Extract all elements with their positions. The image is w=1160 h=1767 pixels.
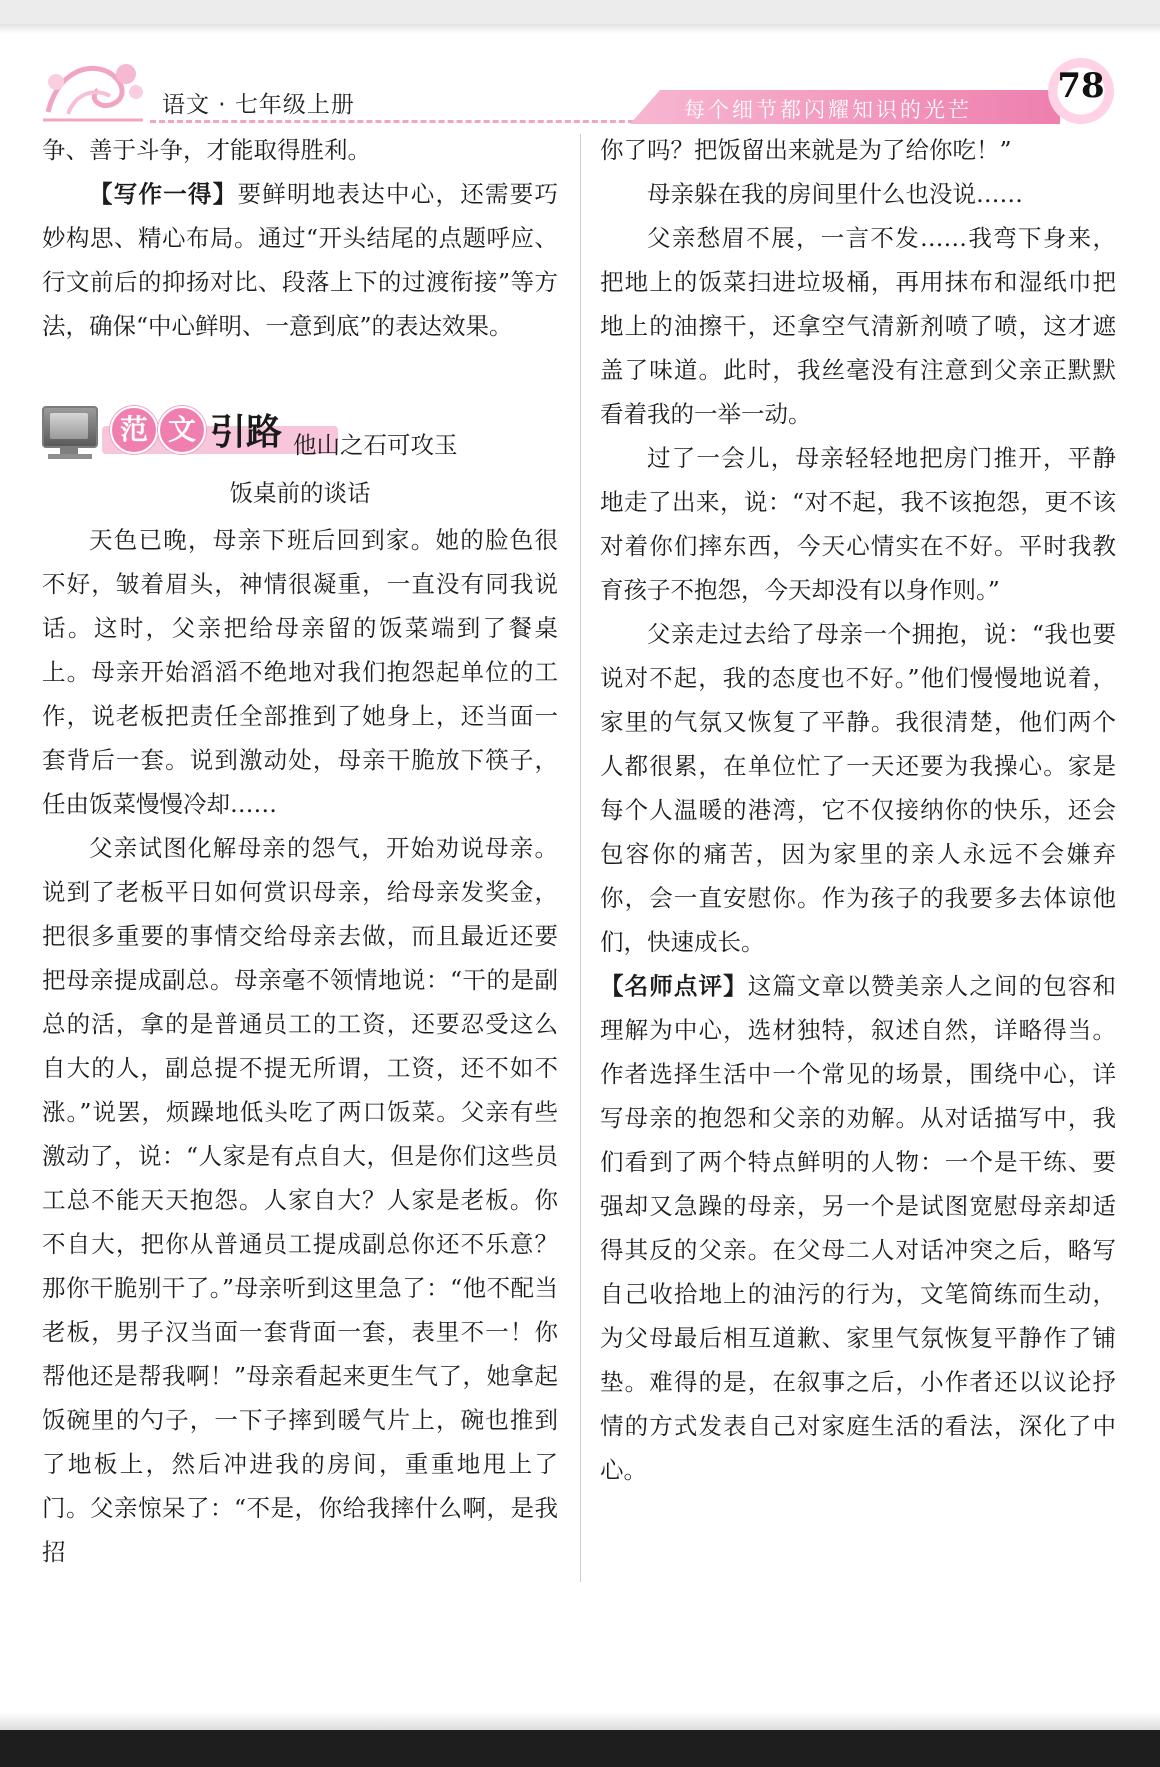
- writing-tip: [42, 172, 558, 348]
- header-slogan: 每个细节都闪耀知识的光芒: [684, 98, 972, 122]
- book-subject-label: 语文 · 七年级上册: [162, 92, 355, 118]
- bottom-frame-bar: [0, 1730, 1160, 1767]
- essay-paragraph: 你了吗？把饭留出来就是为了给你吃！”: [600, 136, 1012, 164]
- section-char-1: 范: [110, 406, 158, 454]
- floral-ornament-icon: [38, 52, 148, 124]
- section-caption: 他山之石可攻玉: [293, 431, 458, 459]
- writing-tip-label: 【写作一得】: [89, 180, 238, 208]
- essay-paragraph: 父亲走过去给了母亲一个拥抱，说：“我也要说对不起，我的态度也不好。”他们慢慢地说着，家里的气氛又恢复了平静。我很清楚，他们两个人都很累，在单位忙了一天还要为我操心。家是每个人温暖的港湾，它不仅接纳你的快乐，还会包容你的痛苦，因为家里的亲人永远不会嫌弃你，会一直安慰你。作为孩子的我要多去体谅他们，快速成长。: [600, 620, 1116, 956]
- essay-paragraph: 过了一会儿，母亲轻轻地把房门推开，平静地走了出来，说：“对不起，我不该抱怨，更不该对着你们摔东西，今天心情实在不好。平时我教育孩子不抱怨，今天却没有以身作则。”: [600, 444, 1116, 604]
- essay-paragraph: 父亲愁眉不展，一言不发……我弯下身来，把地上的饭菜扫进垃圾桶，再用抹布和湿纸巾把地上的油擦干，还拿空气清新剂喷了喷，这才遮盖了味道。此时，我丝毫没有注意到父亲正默默看着我的一举一动。: [600, 224, 1116, 428]
- essay-title: 饭桌前的谈话: [229, 479, 371, 507]
- teacher-comment-text: 这篇文章以赞美亲人之间的包容和理解为中心，选材独特，叙述自然，详略得当。作者选择生活中一个常见的场景，围绕中心，详写母亲的抱怨和父亲的劝解。从对话描写中，我们看到了两个特点鲜明的人物：一个是干练、要强却又急躁的母亲，另一个是试图宽慰母亲却适得其反的父亲。在父母二人对话冲突之后，略写自己收拾地上的油污的行为，文笔简练而生动，为父母最后相互道歉、家里气氛恢复平静作了铺垫。难得的是，在叙事之后，小作者还以议论抒情的方式发表自己对家庭生活的看法，深化了中心。: [600, 972, 1116, 1484]
- essay-paragraph: 父亲试图化解母亲的怨气，开始劝说母亲。说到了老板平日如何赏识母亲，给母亲发奖金，把很多重要的事情交给母亲去做，而且最近还要把母亲提成副总。母亲毫不领情地说：“干的是副总的活，拿的是普通员工的工资，还要忍受这么自大的人，副总提不提无所谓，工资，还不如不涨。”说罢，烦躁地低头吃了两口饭菜。父亲有些激动了，说：“人家是有点自大，但是你们这些员工总不能天天抱怨。人家自大？人家是老板。你不自大，把你从普通员工提成副总你还不乐意？那你干脆别干了。”母亲听到这里急了：“他不配当老板，男子汉当面一套背面一套，表里不一！你帮他还是帮我啊！”母亲看起来更生气了，她拿起饭碗里的勺子，一下子摔到暖气片上，碗也推到了地板上，然后冲进我的房间，重重地甩上了门。父亲惊呆了：“不是，你给我摔什么啊，是我招: [42, 834, 558, 1566]
- essay-paragraph: 天色已晚，母亲下班后回到家。她的脸色很不好，皱着眉头，神情很凝重，一直没有同我说话。这时，父亲把给母亲留的饭菜端到了餐桌上。母亲开始滔滔不绝地对我们抱怨起单位的工作，说老板把责任全部推到了她身上，还当面一套背后一套。说到激动处，母亲干脆放下筷子，任由饭菜慢慢冷却……: [42, 526, 558, 818]
- teacher-comment: [600, 964, 1116, 1492]
- top-frame-bar: [0, 0, 1160, 24]
- teacher-comment-label: 【名师点评】: [600, 972, 748, 1000]
- essay-paragraph: 母亲躲在我的房间里什么也没说……: [647, 180, 1023, 208]
- monitor-icon: [42, 406, 98, 448]
- right-column: [600, 128, 1116, 1492]
- header-dashed-line: [150, 120, 670, 123]
- section-title-tail: 引路: [210, 412, 283, 453]
- section-char-2: 文: [158, 406, 206, 454]
- left-column-intro: [42, 128, 558, 348]
- page-number: 78: [1057, 66, 1105, 106]
- writing-tip-text: 要鲜明地表达中心，还需要巧妙构思、精心布局。通过“开头结尾的点题呼应、行文前后的抑扬对比、段落上下的过渡衔接”等方法，确保“中心鲜明、一意到底”的表达效果。: [42, 180, 558, 340]
- intro-tail-text: 争、善于斗争，才能取得胜利。: [42, 136, 371, 164]
- bottom-frame-shadow: [0, 1712, 1160, 1730]
- column-divider: [580, 134, 581, 1582]
- top-frame-shadow: [0, 24, 1160, 34]
- left-column-essay: [42, 518, 558, 1574]
